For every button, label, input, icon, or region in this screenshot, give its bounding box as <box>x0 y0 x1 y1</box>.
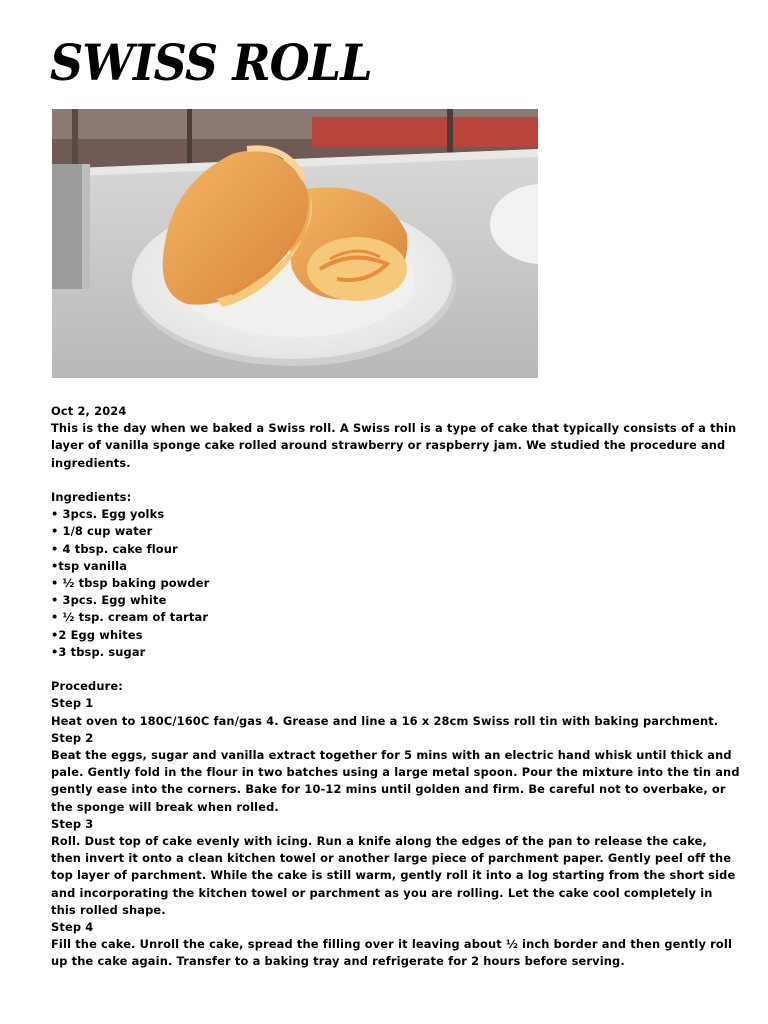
step-label: Step 4 <box>51 920 94 935</box>
spacer <box>51 661 741 678</box>
recipe-body <box>51 403 741 971</box>
swiss-roll-photo <box>52 109 538 378</box>
page-title: SWISS ROLL <box>50 33 372 92</box>
ingredient-item: •2 Egg whites <box>51 627 143 642</box>
ingredient-item: •tsp vanilla <box>51 558 128 573</box>
ingredients-list <box>51 506 741 661</box>
ingredients-heading: Ingredients: <box>51 490 132 504</box>
step-label: Step 1 <box>51 696 94 711</box>
step-text: Fill the cake. Unroll the cake, spread the filling over it leaving about ½ inch border and then gently roll up the cake again. Transfer to a baking tray and refrigerate for 2 hours before serving. <box>51 937 732 969</box>
step-label: Step 3 <box>51 816 94 831</box>
spacer <box>51 472 741 489</box>
procedure-heading: Procedure: <box>51 679 123 694</box>
step-text: Roll. Dust top of cake evenly with icing. Run a knife along the edges of the pan to release the cake, then invert it onto a clean kitchen towel or another large piece of parchment paper. Gently peel off the top layer of parchment. While the cake is still warm, gently roll it into a log starting from the short side and incorporating the kitchen towel or parchment as you are rolling. Let the cake cool completely in this rolled shape. <box>51 834 736 917</box>
step-label: Step 2 <box>51 730 94 745</box>
ingredient-item: •3 tbsp. sugar <box>51 644 146 659</box>
ingredient-item: • 3pcs. Egg yolks <box>51 507 165 522</box>
ingredient-item: • ½ tsp. cream of tartar <box>51 610 209 625</box>
step-text: Heat oven to 180C/160C fan/gas 4. Grease and line a 16 x 28cm Swiss roll tin with baking parchment. <box>51 713 719 728</box>
ingredient-item: • ½ tbsp baking powder <box>51 576 210 591</box>
ingredient-item: • 3pcs. Egg white <box>51 593 167 608</box>
step-text: Beat the eggs, sugar and vanilla extract together for 5 mins with an electric hand whisk until thick and pale. Gently fold in the flour in two batches using a large metal spoon. Pour the mixture into the tin and gently ease into the corners. Bake for 10-12 mins until golden and firm. Be careful not to overbake, or the sponge will break when rolled. <box>51 748 740 814</box>
date: Oct 2, 2024 <box>51 404 127 418</box>
ingredient-item: • 1/8 cup water <box>51 524 153 539</box>
intro-paragraph: This is the day when we baked a Swiss roll. A Swiss roll is a type of cake that typically consists of a thin layer of vanilla sponge cake rolled around strawberry or raspberry jam. We studied the procedure and ingredients. <box>51 421 737 470</box>
ingredient-item: • 4 tbsp. cake flour <box>51 541 178 556</box>
